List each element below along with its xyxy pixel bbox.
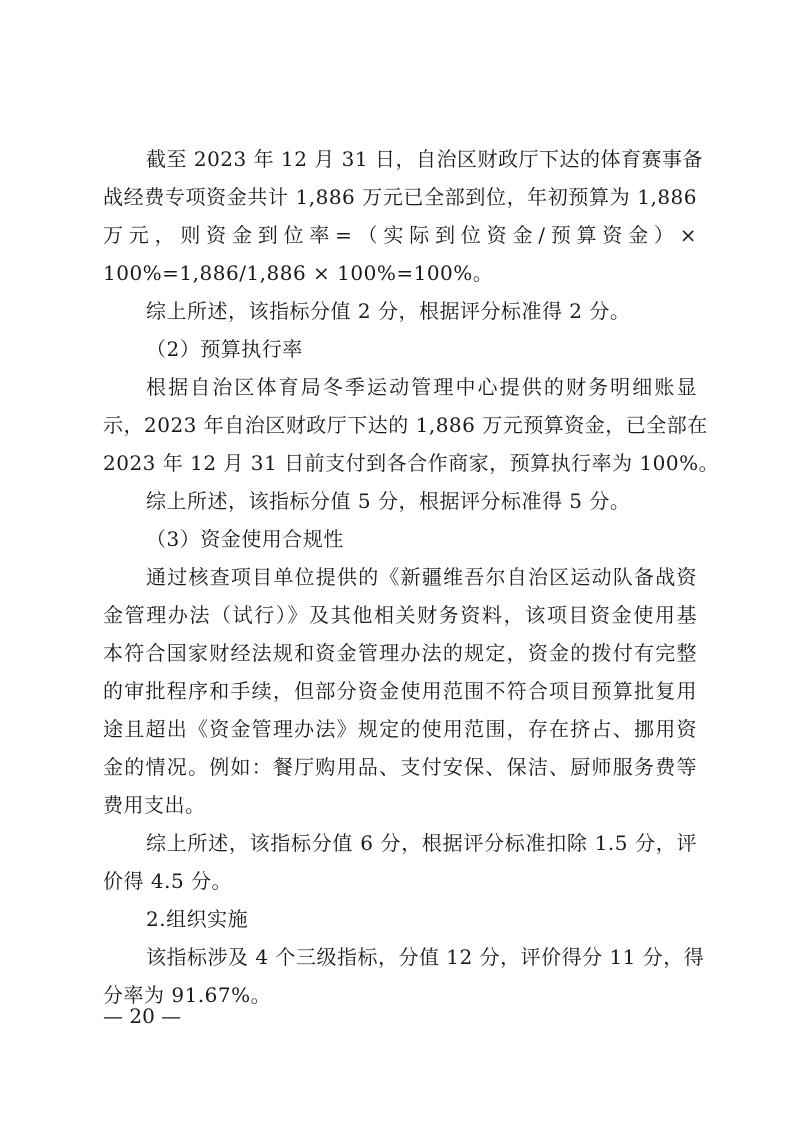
paragraph-line: 综上所述，该指标分值 6 分，根据评分标准扣除 1.5 分，评	[146, 831, 697, 855]
paragraph-line: 该指标涉及 4 个三级指标，分值 12 分，评价得分 11 分，得	[146, 945, 705, 969]
paragraph-line: 2023 年 12 月 31 日前支付到各合作商家，预算执行率为 100%。	[103, 451, 720, 475]
paragraph-line: 100%=1,886/1,886 × 100%=100%。	[103, 261, 494, 285]
paragraph-line: 本符合国家财经法规和资金管理办法的规定，资金的拨付有完整	[103, 641, 697, 665]
section-heading: （2）预算执行率	[146, 337, 303, 361]
paragraph-line: 战经费专项资金共计 1,886 万元已全部到位，年初预算为 1,886	[103, 185, 697, 209]
paragraph-line: 金管理办法（试行）》及其他相关财务资料，该项目资金使用基	[103, 603, 697, 627]
paragraph-line: 费用支出。	[103, 793, 206, 817]
paragraph-line: 根据自治区体育局冬季运动管理中心提供的财务明细账显	[146, 375, 697, 399]
paragraph-line: 的审批程序和手续，但部分资金使用范围不符合项目预算批复用	[103, 679, 697, 703]
paragraph-line: 通过核查项目单位提供的《新疆维吾尔自治区运动队备战资	[146, 565, 697, 589]
paragraph-line: 价得 4.5 分。	[103, 869, 233, 893]
page-number: — 20 —	[103, 1004, 182, 1028]
paragraph-line: 分率为 91.67%。	[103, 983, 272, 1007]
paragraph-line: 示，2023 年自治区财政厅下达的 1,886 万元预算资金，已全部在	[103, 413, 708, 437]
paragraph-line: 途且超出《资金管理办法》规定的使用范围，存在挤占、挪用资	[103, 717, 697, 741]
section-heading: （3）资金使用合规性	[146, 527, 344, 551]
paragraph-line: 万元，则资金到位率=（实际到位资金/预算资金）×	[103, 223, 697, 247]
paragraph-line: 金的情况。例如：餐厅购用品、支付安保、保洁、厨师服务费等	[103, 755, 697, 779]
paragraph-line: 综上所述，该指标分值 2 分，根据评分标准得 2 分。	[146, 299, 631, 323]
paragraph-line: 综上所述，该指标分值 5 分，根据评分标准得 5 分。	[146, 489, 631, 513]
section-heading: 2.组织实施	[146, 907, 249, 931]
paragraph-line: 截至 2023 年 12 月 31 日，自治区财政厅下达的体育赛事备	[146, 147, 703, 171]
